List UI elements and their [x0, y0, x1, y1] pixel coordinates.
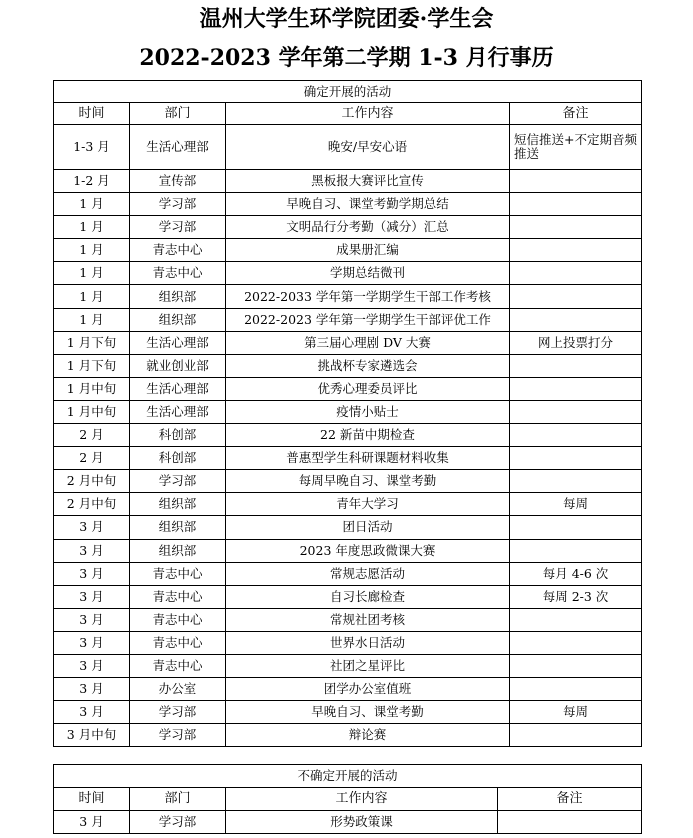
cell-content: 2022-2023 学年第一学期学生干部评优工作 — [226, 308, 510, 331]
cell-dept: 科创部 — [130, 424, 226, 447]
cell-dept: 办公室 — [130, 678, 226, 701]
cell-content: 常规社团考核 — [226, 608, 510, 631]
cell-note — [510, 216, 642, 239]
table-row — [54, 262, 642, 285]
col-header-content: 工作内容 — [226, 788, 498, 811]
table-row — [54, 447, 642, 470]
calendar-subtitle: 2022-2023 学年第二学期 1-3 月行事历 — [139, 45, 554, 71]
section-title-row — [54, 765, 642, 788]
cell-note — [510, 516, 642, 539]
cell-time: 1 月 — [54, 285, 130, 308]
table-row — [54, 539, 642, 562]
cell-time: 1 月下旬 — [54, 354, 130, 377]
cell-time: 3 月 — [54, 678, 130, 701]
cell-content: 第三届心理剧 DV 大赛 — [226, 331, 510, 354]
cell-time: 3 月中旬 — [54, 724, 130, 747]
cell-dept: 学习部 — [130, 216, 226, 239]
table-row — [54, 377, 642, 400]
col-header-note: 备注 — [498, 788, 642, 811]
cell-dept: 生活心理部 — [130, 377, 226, 400]
section-title: 确定开展的活动 — [54, 81, 642, 103]
table-row — [54, 193, 642, 216]
cell-note: 每周 2-3 次 — [510, 585, 642, 608]
cell-dept: 生活心理部 — [130, 400, 226, 423]
cell-note — [510, 539, 642, 562]
cell-content: 2022-2033 学年第一学期学生干部工作考核 — [226, 285, 510, 308]
cell-time: 3 月 — [54, 585, 130, 608]
table-row — [54, 493, 642, 516]
cell-content: 早晚自习、课堂考勤 — [226, 701, 510, 724]
cell-dept: 组织部 — [130, 539, 226, 562]
org-title: 温州大学生环学院团委·学生会 — [199, 6, 494, 32]
table-row — [54, 285, 642, 308]
cell-content: 黑板报大赛评比宣传 — [226, 170, 510, 193]
cell-content: 2023 年度思政微课大赛 — [226, 539, 510, 562]
table-row — [54, 216, 642, 239]
cell-time: 1 月中旬 — [54, 400, 130, 423]
cell-time: 3 月 — [54, 516, 130, 539]
cell-note — [510, 654, 642, 677]
cell-content: 挑战杯专家遴选会 — [226, 354, 510, 377]
cell-note — [510, 678, 642, 701]
cell-time: 2 月 — [54, 424, 130, 447]
table-row — [54, 678, 642, 701]
cell-time: 2 月中旬 — [54, 470, 130, 493]
cell-content: 辩论赛 — [226, 724, 510, 747]
cell-dept: 青志中心 — [130, 631, 226, 654]
cell-note — [510, 724, 642, 747]
cell-dept: 科创部 — [130, 447, 226, 470]
cell-note: 每周 — [510, 701, 642, 724]
table-row — [54, 331, 642, 354]
table-row — [54, 654, 642, 677]
cell-note — [510, 447, 642, 470]
col-header-dept: 部门 — [130, 788, 226, 811]
cell-dept: 生活心理部 — [130, 125, 226, 170]
cell-dept: 青志中心 — [130, 654, 226, 677]
cell-content: 22 新苗中期检查 — [226, 424, 510, 447]
confirmed-activities-table — [53, 80, 642, 747]
cell-time: 1 月下旬 — [54, 331, 130, 354]
cell-content: 晚安/早安心语 — [226, 125, 510, 170]
table-row — [54, 239, 642, 262]
cell-dept: 青志中心 — [130, 239, 226, 262]
cell-note — [510, 239, 642, 262]
table-row — [54, 585, 642, 608]
cell-time: 3 月 — [54, 631, 130, 654]
cell-dept: 就业创业部 — [130, 354, 226, 377]
cell-dept: 学习部 — [130, 724, 226, 747]
cell-note — [510, 308, 642, 331]
cell-note — [510, 470, 642, 493]
cell-content: 普惠型学生科研课题材料收集 — [226, 447, 510, 470]
section-title-row — [54, 81, 642, 103]
cell-time: 1-2 月 — [54, 170, 130, 193]
cell-content: 文明品行分考勤（减分）汇总 — [226, 216, 510, 239]
table-row — [54, 125, 642, 170]
table-row — [54, 562, 642, 585]
cell-content: 每周早晚自习、课堂考勤 — [226, 470, 510, 493]
section-title: 不确定开展的活动 — [54, 765, 642, 788]
cell-content: 形势政策课 — [226, 811, 498, 834]
table-row — [54, 724, 642, 747]
cell-dept: 学习部 — [130, 811, 226, 834]
cell-note — [510, 285, 642, 308]
cell-note — [510, 354, 642, 377]
cell-time: 1 月 — [54, 308, 130, 331]
cell-dept: 组织部 — [130, 308, 226, 331]
cell-time: 1 月中旬 — [54, 377, 130, 400]
table-row — [54, 631, 642, 654]
unconfirmed-activities-table — [53, 764, 642, 834]
cell-time: 1 月 — [54, 193, 130, 216]
cell-time: 2 月中旬 — [54, 493, 130, 516]
cell-dept: 组织部 — [130, 493, 226, 516]
cell-time: 1 月 — [54, 262, 130, 285]
cell-note: 网上投票打分 — [510, 331, 642, 354]
cell-time: 3 月 — [54, 608, 130, 631]
cell-note — [510, 262, 642, 285]
cell-time: 3 月 — [54, 701, 130, 724]
cell-time: 3 月 — [54, 539, 130, 562]
cell-content: 团日活动 — [226, 516, 510, 539]
cell-note: 每月 4-6 次 — [510, 562, 642, 585]
cell-note — [510, 377, 642, 400]
cell-content: 学期总结微刊 — [226, 262, 510, 285]
cell-dept: 组织部 — [130, 285, 226, 308]
table-row — [54, 424, 642, 447]
cell-content: 成果册汇编 — [226, 239, 510, 262]
table-row — [54, 308, 642, 331]
cell-dept: 生活心理部 — [130, 331, 226, 354]
cell-time: 1 月 — [54, 216, 130, 239]
cell-dept: 青志中心 — [130, 608, 226, 631]
cell-note — [510, 400, 642, 423]
cell-content: 疫情小贴士 — [226, 400, 510, 423]
table-row — [54, 516, 642, 539]
col-header-note: 备注 — [510, 103, 642, 125]
table-row — [54, 470, 642, 493]
cell-time: 3 月 — [54, 811, 130, 834]
cell-note — [510, 170, 642, 193]
cell-note: 每周 — [510, 493, 642, 516]
col-header-dept: 部门 — [130, 103, 226, 125]
cell-content: 世界水日活动 — [226, 631, 510, 654]
cell-content: 团学办公室值班 — [226, 678, 510, 701]
cell-content: 自习长廊检查 — [226, 585, 510, 608]
cell-dept: 青志中心 — [130, 562, 226, 585]
col-header-time: 时间 — [54, 788, 130, 811]
cell-note — [510, 608, 642, 631]
cell-content: 早晚自习、课堂考勤学期总结 — [226, 193, 510, 216]
col-header-content: 工作内容 — [226, 103, 510, 125]
cell-dept: 青志中心 — [130, 262, 226, 285]
col-header-time: 时间 — [54, 103, 130, 125]
cell-dept: 宣传部 — [130, 170, 226, 193]
table-row — [54, 354, 642, 377]
cell-note — [498, 811, 642, 834]
cell-dept: 学习部 — [130, 193, 226, 216]
cell-dept: 学习部 — [130, 701, 226, 724]
cell-content: 优秀心理委员评比 — [226, 377, 510, 400]
table-row — [54, 400, 642, 423]
cell-dept: 组织部 — [130, 516, 226, 539]
table-row — [54, 811, 642, 834]
cell-time: 1 月 — [54, 239, 130, 262]
cell-time: 3 月 — [54, 654, 130, 677]
cell-content: 社团之星评比 — [226, 654, 510, 677]
table-row — [54, 701, 642, 724]
cell-time: 3 月 — [54, 562, 130, 585]
cell-time: 2 月 — [54, 447, 130, 470]
cell-note — [510, 631, 642, 654]
cell-time: 1-3 月 — [54, 125, 130, 170]
table-row — [54, 608, 642, 631]
cell-dept: 青志中心 — [130, 585, 226, 608]
cell-content: 青年大学习 — [226, 493, 510, 516]
table-row — [54, 170, 642, 193]
cell-content: 常规志愿活动 — [226, 562, 510, 585]
cell-note — [510, 193, 642, 216]
cell-dept: 学习部 — [130, 470, 226, 493]
header-row — [54, 788, 642, 811]
cell-note: 短信推送+不定期音频推送 — [510, 125, 642, 170]
cell-note — [510, 424, 642, 447]
header-row — [54, 103, 642, 125]
